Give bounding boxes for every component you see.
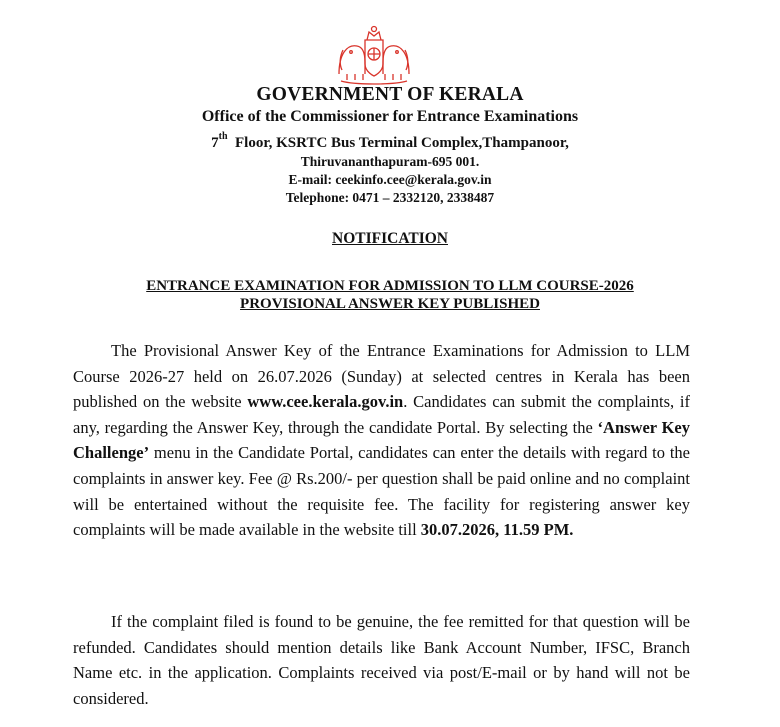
notification-title: NOTIFICATION [332,230,448,247]
office-name: Office of the Commissioner for Entrance Examinations [201,108,579,125]
subject-line-1: ENTRANCE EXAMINATION FOR ADMISSION TO LLM COURSE-2026 [146,278,634,294]
floor-number: 7 [211,135,219,151]
paragraph-1-text-b: . Candidates can submit the complaints, if any, regarding the Answer Key, through the candidate Portal. By selecting the [73,392,690,437]
telephone-line: Telephone: 0471 – 2332120, 2338487 [285,190,495,205]
floor-suffix: th [218,131,228,142]
paragraph-1-text-a: The Provisional Answer Key of the Entrance Examinations for Admission to LLM Course 2026-27 held on 26.07.2026 (Sunday) at selected centres in Kerala has been published on the website [73,341,690,412]
address-line-1 [0,133,780,152]
address-line-1-text: Floor, KSRTC Bus Terminal Complex,Thampanoor, [235,135,569,151]
subject-line-2: PROVISIONAL ANSWER KEY PUBLISHED [240,296,540,312]
email-line: E-mail: ceekinfo.cee@kerala.gov.in [288,172,492,187]
kerala-state-emblem-icon [335,24,413,86]
deadline: 30.07.2026, 11.59 PM. [420,520,574,540]
website-link[interactable]: www.cee.kerala.gov.in [247,392,404,412]
body-paragraph-2: If the complaint filed is found to be genuine, the fee remitted for that question will be refunded. Candidates should mention details like Bank Account Number, IFSC, Branch Name etc. in the application. Complaints received via post/E-mail or by hand will not be considered. [73,612,690,708]
paragraph-1-text-c: menu in the Candidate Portal, candidates can enter the details with regard to the complaints in answer key. Fee @ Rs.200/- per question shall be paid online and no complaint will be entertained without the requisite fee. The facility for registering answer key complaints will be made available in the website till [73,443,690,540]
address-line-2: Thiruvananthapuram-695 001. [300,154,480,169]
body-paragraph-1 [73,338,690,543]
answer-key-challenge-menu: ‘Answer Key Challenge’ [73,417,690,463]
government-title: GOVERNMENT OF KERALA [256,84,524,105]
notification-heading [0,230,780,248]
